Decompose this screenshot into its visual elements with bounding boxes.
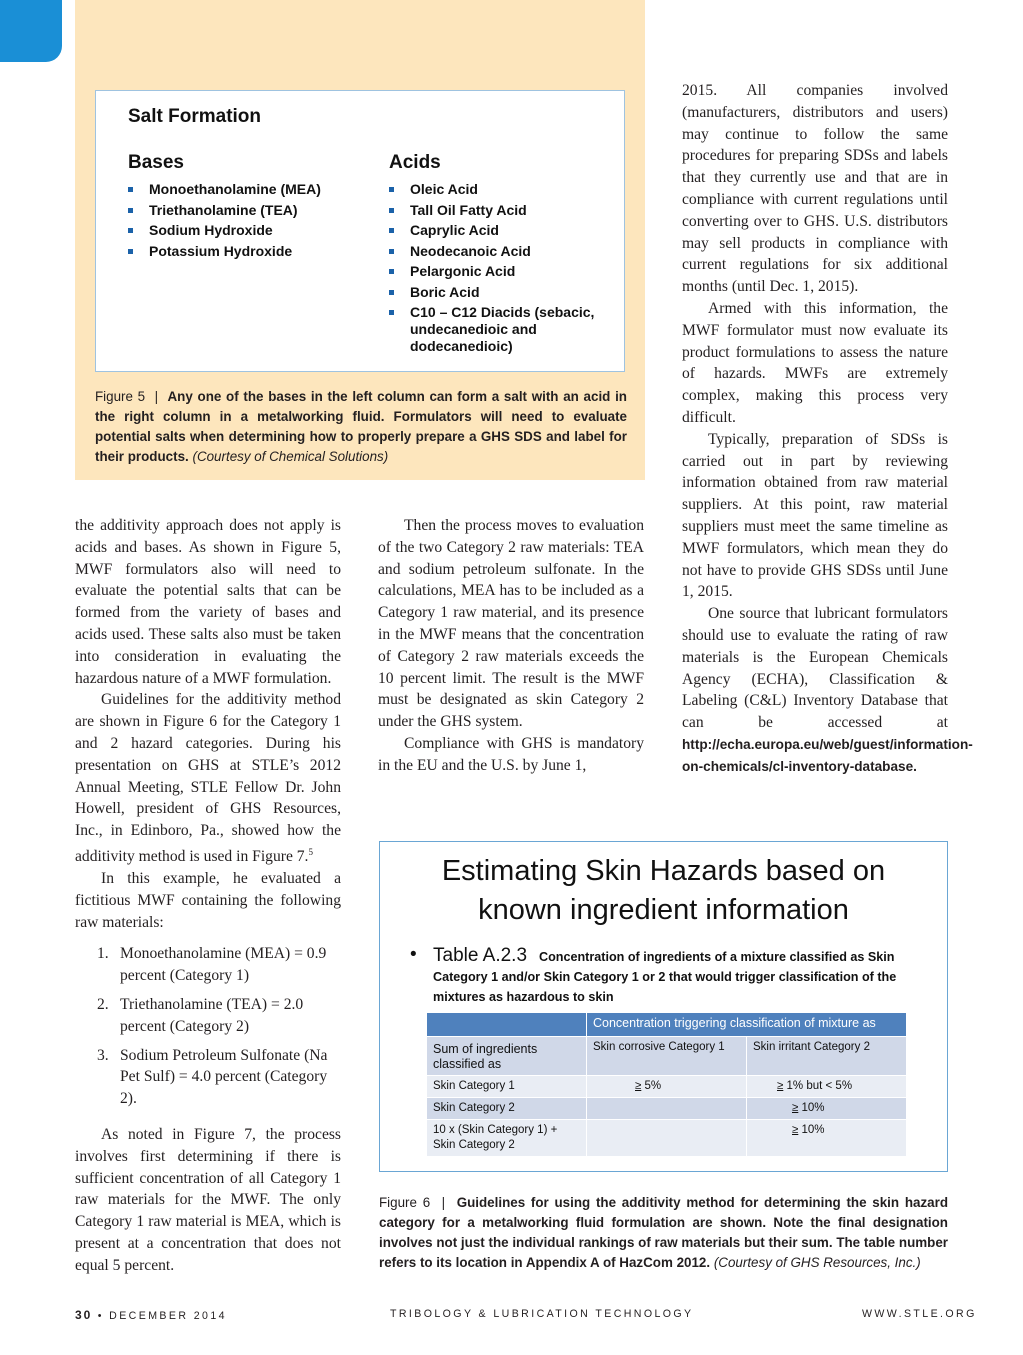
paragraph: 2015. All companies involved (manufacturers, distributors and users) may continue to follow the same procedures for preparing SDSs and labels that they currently use and that are in compliance with current regulations until converting over to GHS. U.S. distributors may sell products in compliance with current regulations for six additional months (until Dec. 1, 2015). <box>682 82 948 296</box>
table-cell <box>587 1076 747 1098</box>
figure-6-slide <box>379 841 948 1172</box>
bases-heading: Bases <box>128 152 184 173</box>
magazine-title: TRIBOLOGY & LUBRICATION TECHNOLOGY <box>390 1308 694 1320</box>
table-description <box>433 947 923 1007</box>
acids-heading: Acids <box>389 152 441 173</box>
list-item: C10 – C12 Diacids (sebacic, undecanedioic and dodecanedioic) <box>389 304 619 355</box>
column-2 <box>378 515 644 777</box>
table-cell <box>587 1120 747 1157</box>
footer-separator: • <box>97 1310 104 1322</box>
table-description-text: Concentration of ingredients of a mixture classified as Skin Category 1 and/or Skin Category 1 or 2 that would trigger classification of the mixtures as hazardous to skin <box>433 950 897 1004</box>
figure-6-label: Figure 6 <box>379 1195 431 1210</box>
list-item: Tall Oil Fatty Acid <box>389 202 619 219</box>
paragraph-text: One source that lubricant formulators should use to evaluate the rating of raw materials is the European Chemicals Agency (ECHA), Classification & Labeling (C&L) Inventory Database that can be accessed at <box>682 605 948 732</box>
figure-5-caption: Figure 5 | Any one of the bases in the left column can form a salt with an acid in the right column in a metalworking fluid. Formulators will need to evaluate potential salts when determining how to properly prepare a GHS SDS and label for their products. (Courtesy of Chemical Solutions) <box>95 389 627 464</box>
list-number: 3. <box>97 1046 109 1064</box>
list-item: Boric Acid <box>389 284 619 301</box>
figure-6-caption: Figure 6 | Guidelines for using the additivity method for determining the skin hazard category for a metalworking fluid formulation are shown. Note the final designation involves not just the individual rankings of raw materials but their sum. The table number refers to its location in Appendix A of HazCom 2012. (Courtesy of GHS Resources, Inc.) <box>379 1195 948 1270</box>
list-item: Potassium Hydroxide <box>128 243 348 260</box>
cell-value: 5% <box>644 1080 662 1092</box>
list-item: Caprylic Acid <box>389 222 619 239</box>
figure-5-caption-text: Any one of the bases in the left column can form a salt with an acid in the right column in a metalworking fluid. Formulators will need to evaluate potential salts when determining how to properly prepare a GHS SDS and label for their products. <box>95 389 627 464</box>
table-cell <box>747 1120 907 1157</box>
table-cell <box>747 1076 907 1098</box>
cell-value: 10% <box>801 1102 825 1114</box>
column-1 <box>75 515 341 1276</box>
list-item: Pelargonic Acid <box>389 263 619 280</box>
paragraph: Compliance with GHS is mandatory in the EU and the U.S. by June 1, <box>378 734 644 774</box>
slide-title-line: known ingredient information <box>478 894 849 926</box>
footnote-ref: 5 <box>308 846 313 857</box>
cell-value: 1% but < 5% <box>786 1080 853 1092</box>
skin-hazard-table <box>426 1012 907 1157</box>
table-cell: Sum of ingredients classified as <box>427 1037 587 1076</box>
list-text: Triethanolamine (TEA) = 2.0 percent (Category 2) <box>120 995 304 1035</box>
list-item <box>75 1045 341 1110</box>
table-header-blank <box>427 1013 587 1037</box>
table-header-row <box>427 1013 907 1037</box>
bases-list <box>128 181 348 263</box>
raw-materials-list <box>75 943 341 1110</box>
slide-title <box>380 852 947 930</box>
paragraph: Typically, preparation of SDSs is carried out in part by reviewing information obtained from raw material suppliers. At this point, raw material suppliers must meet the same timeline as MWF formulators, which mean they do not have to provide GHS SDSs until June 1, 2015. <box>682 430 948 601</box>
ge-symbol: ≥ <box>792 1102 799 1114</box>
list-number: 2. <box>97 995 109 1013</box>
figure-6-caption-text: Guidelines for using the additivity method for determining the skin hazard category for a metalworking fluid formulation are shown. Note the final designation involves not just the individual rankings of raw materials but their sum. The table number refers to its location in Appendix A of HazCom 2012. <box>379 1195 948 1270</box>
list-text: Monoethanolamine (MEA) = 0.9 percent (Category 1) <box>120 945 327 985</box>
list-text: Sodium Petroleum Sulfonate (Na Pet Sulf) = 4.0 percent (Category 2). <box>120 1046 328 1108</box>
paragraph: the additivity approach does not apply is acids and bases. As shown in Figure 5, MWF formulators also will need to evaluate the potential salts that can be formed from the variety of bases and acids used. These salts also must be taken into consideration in evaluating the hazardous nature of a MWF formulation. <box>75 517 341 687</box>
list-item: Oleic Acid <box>389 181 619 198</box>
paragraph: As noted in Figure 7, the process involves first determining if there is sufficient concentration of all Category 1 raw materials for the MWF. The only Category 1 raw material is MEA, which is present at a concentration that does not equal 5 percent. <box>75 1125 341 1274</box>
bullet-icon: • <box>410 944 417 965</box>
page-number: 30 <box>75 1308 93 1322</box>
table-cell: Skin corrosive Category 1 <box>587 1037 747 1076</box>
paragraph <box>682 603 973 777</box>
paragraph: Then the process moves to evaluation of the two Category 2 raw materials: TEA and sodium petroleum sulfonate. In the calculations, MEA has to be included as a Category 1 raw material, and its presence in the MWF means that the concentration of Category 2 raw materials exceeds the 10 percent limit. The result is the MWF must be designated as skin Category 2 under the GHS system. <box>378 517 644 731</box>
list-item <box>75 943 341 987</box>
list-item <box>75 994 341 1038</box>
figure-5-label: Figure 5 <box>95 389 146 404</box>
paragraph <box>75 689 341 868</box>
table-row <box>427 1120 907 1157</box>
paragraph: Armed with this information, the MWF formulator must now evaluate its product formulations to assess the nature of hazards. MWFs are extremely complex, making this process very difficult. <box>682 299 948 426</box>
salt-formation-box <box>95 90 625 372</box>
column-3 <box>682 80 973 778</box>
table-row <box>427 1076 907 1098</box>
paragraph-text: Guidelines for the additivity method are shown in Figure 6 for the Category 1 and 2 hazard categories. During his presentation on GHS at STLE’s 2012 Annual Meeting, STLE Fellow Dr. John Howell, president of GHS Resources, Inc., in Edinboro, Pa., showed how the additivity method is used in Figure 7. <box>75 691 341 866</box>
section-tab <box>0 0 62 62</box>
list-item: Monoethanolamine (MEA) <box>128 181 348 198</box>
table-cell: 10 x (Skin Category 1) + Skin Category 2 <box>427 1120 587 1157</box>
echa-database-link[interactable]: http://echa.europa.eu/web/guest/information-on-chemicals/cl-inventory-database. <box>682 736 973 774</box>
table-cell <box>587 1098 747 1120</box>
list-item: Triethanolamine (TEA) <box>128 202 348 219</box>
ge-symbol: ≥ <box>792 1124 799 1136</box>
ge-symbol: ≥ <box>777 1080 784 1092</box>
table-cell: Skin irritant Category 2 <box>747 1037 907 1076</box>
table-header-span: Concentration triggering classification of mixture as <box>587 1013 907 1037</box>
table-cell: Skin Category 1 <box>427 1076 587 1098</box>
table-row <box>427 1098 907 1120</box>
list-item: Sodium Hydroxide <box>128 222 348 239</box>
acids-list <box>389 181 619 359</box>
figure-6-credit: (Courtesy of GHS Resources, Inc.) <box>713 1255 921 1270</box>
figure-5-credit: (Courtesy of Chemical Solutions) <box>192 449 389 464</box>
table-cell: Skin Category 2 <box>427 1098 587 1120</box>
table-cell <box>747 1098 907 1120</box>
salt-formation-title: Salt Formation <box>128 106 262 127</box>
table-row <box>427 1037 907 1076</box>
slide-title-line: Estimating Skin Hazards based on <box>441 855 886 887</box>
list-item: Neodecanoic Acid <box>389 243 619 260</box>
paragraph: In this example, he evaluated a fictitious MWF containing the following raw materials: <box>75 869 341 931</box>
website-url[interactable]: WWW.STLE.ORG <box>862 1308 977 1320</box>
ge-symbol: ≥ <box>635 1080 642 1092</box>
issue-date: DECEMBER 2014 <box>109 1310 227 1322</box>
list-number: 1. <box>97 945 109 963</box>
cell-value: 10% <box>801 1124 825 1136</box>
footer-left <box>75 1308 227 1322</box>
table-reference: Table A.2.3 <box>433 945 528 966</box>
